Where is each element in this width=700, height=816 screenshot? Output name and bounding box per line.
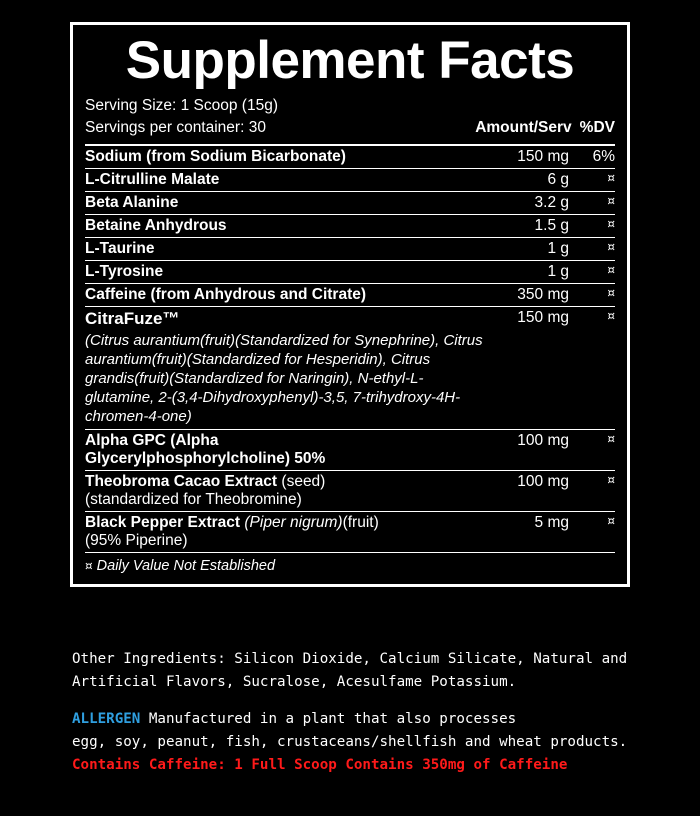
nutrient-name-line2: Glycerylphosphorylcholine) 50% xyxy=(85,449,326,467)
nutrient-name: Sodium (from Sodium Bicarbonate) xyxy=(85,146,483,169)
nutrient-name-latin: (Piper nigrum) xyxy=(244,513,343,531)
blend-name: CitraFuze™ xyxy=(85,308,180,328)
daily-value-header: %DV xyxy=(579,119,615,137)
nutrient-amount: 150 mg xyxy=(483,146,569,169)
nutrient-dv: ¤ xyxy=(569,191,615,214)
serving-info xyxy=(85,95,615,142)
table-row xyxy=(85,260,615,283)
page-title: Supplement Facts xyxy=(125,31,575,90)
amount-per-serving-header: Amount/Serv xyxy=(475,119,572,137)
table-row-blend xyxy=(85,306,615,429)
nutrient-amount: 100 mg xyxy=(483,429,569,470)
table-row xyxy=(85,214,615,237)
nutrient-amount: 1 g xyxy=(483,237,569,260)
other-ingredients-line1: Other Ingredients: Silicon Dioxide, Calcium Silicate, Natural and xyxy=(72,651,628,667)
footnote-cell xyxy=(85,552,615,578)
nutrient-name-bold: Theobroma Cacao Extract xyxy=(85,472,278,490)
nutrient-name-qualifier: (seed) xyxy=(281,472,326,490)
allergen-label: ALLERGEN xyxy=(72,711,141,727)
table-row xyxy=(85,237,615,260)
nutrient-dv: ¤ xyxy=(569,237,615,260)
nutrient-name: Caffeine (from Anhydrous and Citrate) xyxy=(85,283,483,306)
blend-cell xyxy=(85,306,483,429)
serving-size: Serving Size: 1 Scoop (15g) xyxy=(85,96,278,114)
nutrient-dv: ¤ xyxy=(569,283,615,306)
nutrient-dv: ¤ xyxy=(569,260,615,283)
amount-dv-header xyxy=(475,117,615,139)
footnote-row xyxy=(85,552,615,578)
nutrient-amount: 3.2 g xyxy=(483,191,569,214)
nutrients-table xyxy=(85,146,615,578)
nutrient-name-line1: Alpha GPC (Alpha xyxy=(85,431,219,449)
nutrient-name-bold: Black Pepper Extract xyxy=(85,513,241,531)
blend-amount: 150 mg xyxy=(483,306,569,429)
allergen-text: Manufactured in a plant that also processes xyxy=(140,711,517,727)
table-row xyxy=(85,283,615,306)
footnote-text: Daily Value Not Established xyxy=(96,557,276,574)
allergen-line2: egg, soy, peanut, fish, crustaceans/shellfish and wheat products. xyxy=(72,734,628,750)
nutrient-dv: ¤ xyxy=(569,429,615,470)
allergen-line1 xyxy=(72,708,632,731)
nutrient-dv: ¤ xyxy=(569,214,615,237)
table-row xyxy=(85,168,615,191)
nutrient-name: L-Citrulline Malate xyxy=(85,168,483,191)
table-row xyxy=(85,470,615,511)
nutrient-cell xyxy=(85,429,483,470)
supplement-facts-panel xyxy=(70,22,630,587)
nutrient-name: L-Taurine xyxy=(85,237,483,260)
nutrient-dv: 6% xyxy=(569,146,615,169)
nutrient-cell xyxy=(85,511,483,552)
table-row xyxy=(85,191,615,214)
nutrient-cell xyxy=(85,470,483,511)
nutrient-dv: ¤ xyxy=(569,511,615,552)
nutrient-name: Beta Alanine xyxy=(85,191,483,214)
spacer xyxy=(72,694,632,708)
nutrient-name-part: (fruit) xyxy=(342,513,379,531)
nutrient-name-line1 xyxy=(85,473,483,491)
nutrient-amount: 100 mg xyxy=(483,470,569,511)
nutrient-amount: 1.5 g xyxy=(483,214,569,237)
nutrient-amount: 6 g xyxy=(483,168,569,191)
servings-per-container: Servings per container: 30 xyxy=(85,119,266,137)
nutrient-name-line2: (95% Piperine) xyxy=(85,531,188,549)
nutrient-name-line1 xyxy=(85,514,483,532)
nutrient-amount: 350 mg xyxy=(483,283,569,306)
nutrient-name: Betaine Anhydrous xyxy=(85,214,483,237)
table-row xyxy=(85,429,615,470)
table-row xyxy=(85,511,615,552)
daily-value-footnote xyxy=(85,555,615,576)
nutrient-amount: 1 g xyxy=(483,260,569,283)
nutrient-dv: ¤ xyxy=(569,168,615,191)
other-ingredients-line2: Artificial Flavors, Sucralose, Acesulfame Potassium. xyxy=(72,674,517,690)
nutrient-dv: ¤ xyxy=(569,470,615,511)
additional-info xyxy=(72,648,632,777)
table-row xyxy=(85,146,615,169)
blend-description: (Citrus aurantium(fruit)(Standardized for Synephrine), Citrus aurantium(fruit)(Standardized for Hesperidin), Citrus grandis(fruit)(Standardized for Naringin), N-ethyl-L-glutamine, 2-(3,4-Dihydroxyphenyl)-3,5, 7-trihydroxy-4H-chromen-4-one) xyxy=(85,331,483,426)
dagger-icon: ¤ xyxy=(85,558,93,573)
nutrient-name: L-Tyrosine xyxy=(85,260,483,283)
nutrient-amount: 5 mg xyxy=(483,511,569,552)
nutrient-name-line2: (standardized for Theobromine) xyxy=(85,490,302,508)
blend-dv: ¤ xyxy=(569,306,615,429)
caffeine-warning: Contains Caffeine: 1 Full Scoop Contains 350mg of Caffeine xyxy=(72,757,568,773)
